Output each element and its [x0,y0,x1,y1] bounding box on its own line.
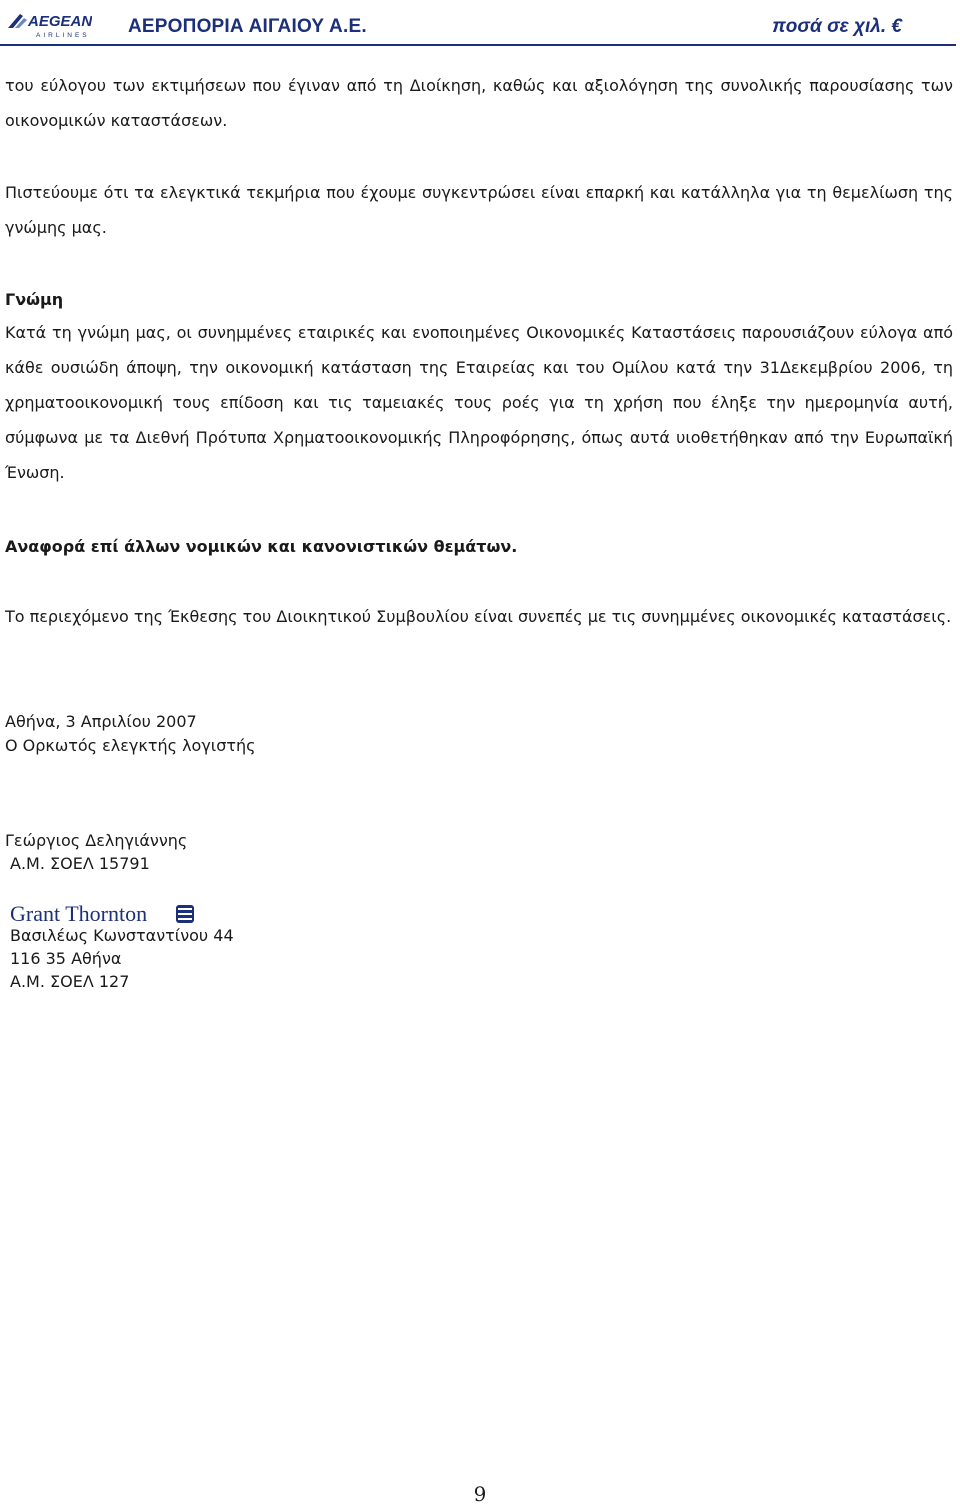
firm-registration: Α.Μ. ΣΟΕΛ 127 [10,972,130,991]
opinion-heading: Γνώμη [5,290,64,309]
page-header [0,0,960,46]
company-name: ΑΕΡΟΠΟΡΙΑ ΑΙΓΑΙΟΥ Α.Ε. [128,16,367,37]
logo-wordmark: AEGEAN [28,13,92,30]
amounts-note: ποσά σε χιλ. € [772,16,902,37]
paragraph-board-report: Το περιεχόμενο της Έκθεσης του Διοικητικού Συμβουλίου είναι συνεπές με τις συνημμένες οικονομικές καταστάσεις. [5,607,952,626]
place-date: Αθήνα, 3 Απριλίου 2007 [5,712,197,731]
paragraph-opinion: Κατά τη γνώμη μας, οι συνημμένες εταιρικές και ενοποιημένες Οικονομικές Καταστάσεις παρουσιάζουν εύλογα από κάθε ουσιώδη άποψη, την οικονομική κατάσταση της Εταιρείας και του Ομίλου κατά την 31Δεκεμβρίου 2006, τη χρηματοοικονομική τους επίδοση και τις ταμειακές τους ροές για τη χρήση που έληξε την ημερομηνία αυτή, σύμφωνα με τα Διεθνή Πρότυπα Χρηματοοικονομικής Πληροφόρησης, όπως αυτά υιοθετήθηκαν από την Ευρωπαϊκή Ένωση. [5,323,953,482]
aegean-logo [6,6,92,40]
page-number: 9 [473,1482,487,1506]
grant-thornton-logo [10,900,200,928]
auditor-title: Ο Ορκωτός ελεγκτής λογιστής [5,736,256,755]
firm-street: Βασιλέως Κωνσταντίνου 44 [10,926,234,945]
firm-city: 116 35 Αθήνα [10,949,122,968]
firm-logo-wordmark: Grant Thornton [10,901,148,926]
paragraph-evidence: Πιστεύουμε ότι τα ελεγκτικά τεκμήρια που έχουμε συγκεντρώσει είναι επαρκή και κατάλληλα για τη θεμελίωση της γνώμης μας. [5,183,953,237]
auditor-registration: Α.Μ. ΣΟΕΛ 15791 [10,854,150,873]
header-divider [0,44,956,46]
paragraph-evaluation: του εύλογου των εκτιμήσεων που έγιναν από τη Διοίκηση, καθώς και αξιολόγηση της συνολικής παρουσίασης των οικονομικών καταστάσεων. [5,76,953,130]
logo-subtitle: AIRLINES [36,32,90,39]
other-matters-heading: Αναφορά επί άλλων νομικών και κανονιστικών θεμάτων. [5,537,518,556]
auditor-name: Γεώργιος Δεληγιάννης [5,831,188,850]
